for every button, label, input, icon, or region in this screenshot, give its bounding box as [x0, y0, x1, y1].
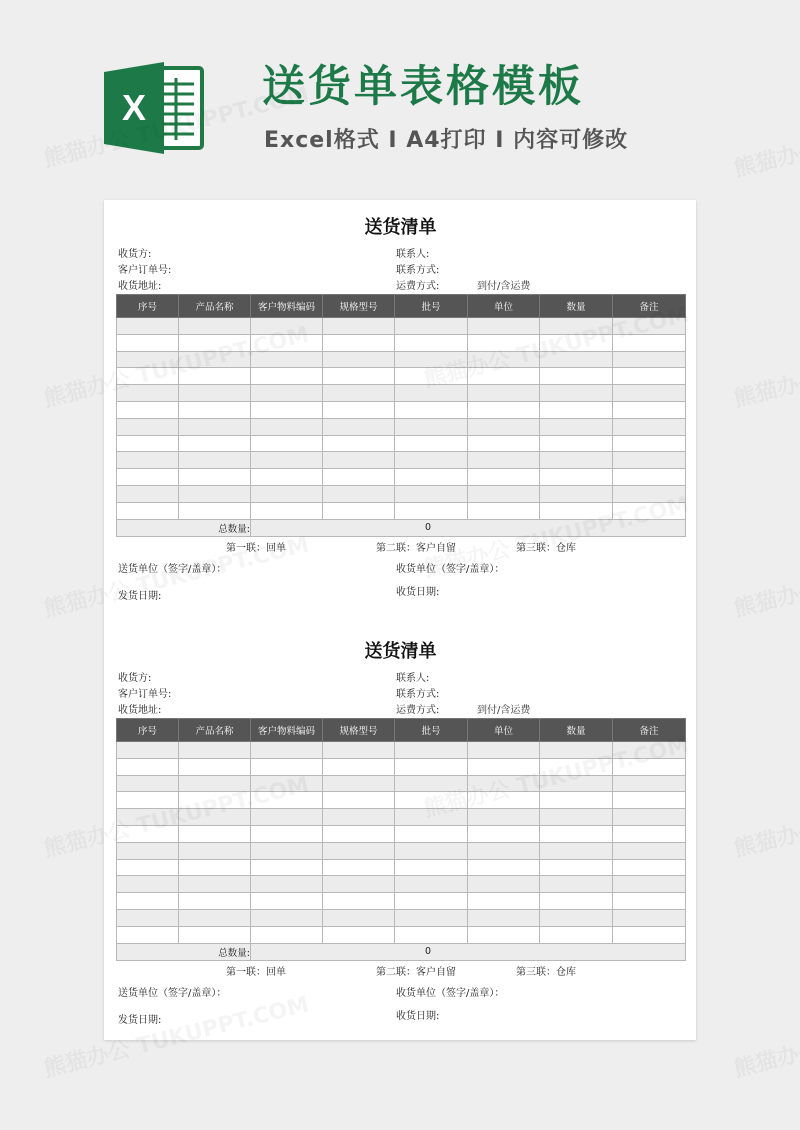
table-row: [117, 418, 686, 435]
table-cell[interactable]: [395, 502, 468, 519]
table-cell[interactable]: [179, 825, 251, 842]
excel-logo-letter: X: [121, 87, 147, 128]
table-row: [117, 469, 686, 486]
copy-1-label: 第一联：回单: [226, 967, 286, 978]
table-cell[interactable]: [179, 485, 251, 502]
table-cell[interactable]: [540, 418, 613, 435]
table-cell[interactable]: [540, 792, 613, 809]
column-header: 单位: [468, 719, 540, 742]
table-row: [117, 435, 686, 452]
watermark-text: [730, 768, 800, 864]
shipping-method-label: 运费方式:: [396, 281, 440, 292]
table-cell[interactable]: [117, 909, 179, 926]
table-cell[interactable]: [395, 742, 468, 759]
table-row: [117, 792, 686, 809]
table-cell[interactable]: [251, 351, 323, 368]
template-banner: [0, 0, 800, 190]
table-cell[interactable]: [540, 742, 613, 759]
receiver-signature-label: 收货单位（签字/盖章）：: [396, 564, 505, 575]
column-header: 客户物料编码: [251, 295, 323, 318]
table-cell[interactable]: [395, 368, 468, 385]
table-cell[interactable]: [540, 435, 613, 452]
address-label: 收货地址:: [118, 705, 162, 716]
table-cell[interactable]: [613, 435, 686, 452]
table-cell[interactable]: [179, 909, 251, 926]
table-cell[interactable]: [540, 859, 613, 876]
shipping-method-value: 到付/含运费: [477, 281, 531, 292]
table-row: [117, 351, 686, 368]
table-cell[interactable]: [540, 775, 613, 792]
contact-label: 联系人:: [396, 673, 430, 684]
table-cell[interactable]: [540, 485, 613, 502]
table-cell[interactable]: [179, 926, 251, 943]
table-cell[interactable]: [468, 502, 540, 519]
column-header: 数量: [540, 295, 613, 318]
table-cell[interactable]: [540, 876, 613, 893]
table-row: [117, 909, 686, 926]
table-cell[interactable]: [395, 842, 468, 859]
table-cell[interactable]: [323, 893, 395, 910]
table-cell[interactable]: [117, 926, 179, 943]
table-cell[interactable]: [395, 401, 468, 418]
table-cell[interactable]: [251, 758, 323, 775]
table-cell[interactable]: [179, 418, 251, 435]
table-cell[interactable]: [251, 418, 323, 435]
table-cell[interactable]: [179, 792, 251, 809]
table-cell[interactable]: [468, 435, 540, 452]
table-cell[interactable]: [468, 859, 540, 876]
watermark-text: [730, 988, 800, 1084]
table-cell[interactable]: [395, 792, 468, 809]
table-cell[interactable]: [179, 775, 251, 792]
table-cell[interactable]: [613, 318, 686, 335]
table-cell[interactable]: [179, 876, 251, 893]
column-header: 备注: [613, 295, 686, 318]
table-cell[interactable]: [117, 859, 179, 876]
table-cell[interactable]: [395, 876, 468, 893]
table-cell[interactable]: [395, 435, 468, 452]
form-title: 送货清单: [364, 217, 437, 238]
table-cell[interactable]: [323, 876, 395, 893]
table-cell[interactable]: [251, 742, 323, 759]
total-row: [117, 519, 686, 536]
table-cell[interactable]: [251, 385, 323, 402]
banner-subtitle: Excel格式 I A4打印 I 内容可修改: [264, 128, 629, 153]
table-cell[interactable]: [323, 452, 395, 469]
table-cell[interactable]: [468, 792, 540, 809]
table-cell[interactable]: [179, 742, 251, 759]
column-header: 序号: [117, 719, 179, 742]
table-cell[interactable]: [613, 909, 686, 926]
table-cell[interactable]: [395, 859, 468, 876]
table-cell[interactable]: [613, 859, 686, 876]
table-cell[interactable]: [613, 742, 686, 759]
table-row: [117, 452, 686, 469]
copy-1-label: 第一联：回单: [226, 543, 286, 554]
table-cell[interactable]: [323, 435, 395, 452]
table-cell[interactable]: [613, 401, 686, 418]
table-cell[interactable]: [179, 401, 251, 418]
table-cell[interactable]: [251, 485, 323, 502]
table-cell[interactable]: [613, 469, 686, 486]
table-cell[interactable]: [395, 485, 468, 502]
table-cell[interactable]: [117, 385, 179, 402]
table-cell[interactable]: [540, 351, 613, 368]
column-header: 批号: [395, 295, 468, 318]
table-cell[interactable]: [395, 385, 468, 402]
table-cell[interactable]: [323, 485, 395, 502]
banner-title: 送货单表格模板: [262, 62, 584, 112]
table-cell[interactable]: [179, 502, 251, 519]
table-cell[interactable]: [613, 385, 686, 402]
table-cell[interactable]: [179, 893, 251, 910]
table-cell[interactable]: [323, 502, 395, 519]
table-row: [117, 842, 686, 859]
table-cell[interactable]: [117, 368, 179, 385]
table-cell[interactable]: [540, 825, 613, 842]
table-cell[interactable]: [323, 368, 395, 385]
total-value: 0: [251, 943, 686, 960]
table-cell[interactable]: [117, 452, 179, 469]
table-cell[interactable]: [613, 452, 686, 469]
table-cell[interactable]: [117, 842, 179, 859]
watermark-text: [730, 528, 800, 624]
table-cell[interactable]: [540, 334, 613, 351]
table-cell[interactable]: [613, 418, 686, 435]
table-cell[interactable]: [179, 809, 251, 826]
table-cell[interactable]: [613, 334, 686, 351]
table-row: [117, 385, 686, 402]
table-cell[interactable]: [117, 893, 179, 910]
column-header: 单位: [468, 295, 540, 318]
table-cell[interactable]: [117, 502, 179, 519]
table-cell[interactable]: [468, 469, 540, 486]
table-cell[interactable]: [323, 334, 395, 351]
table-cell[interactable]: [117, 485, 179, 502]
table-cell[interactable]: [179, 351, 251, 368]
table-header-row: [117, 719, 686, 742]
contact-method-label: 联系方式:: [396, 689, 440, 700]
table-cell[interactable]: [251, 334, 323, 351]
table-cell[interactable]: [251, 893, 323, 910]
table-cell[interactable]: [251, 469, 323, 486]
table-cell[interactable]: [117, 792, 179, 809]
table-cell[interactable]: [117, 469, 179, 486]
table-row: [117, 485, 686, 502]
copy-2-label: 第二联：客户自留: [376, 967, 456, 978]
table-cell[interactable]: [540, 758, 613, 775]
ship-date-label: 发货日期:: [118, 591, 162, 602]
table-cell[interactable]: [251, 401, 323, 418]
table-cell[interactable]: [323, 792, 395, 809]
table-cell[interactable]: [540, 385, 613, 402]
column-header: 数量: [540, 719, 613, 742]
table-cell[interactable]: [251, 318, 323, 335]
sender-signature-label: 送货单位（签字/盖章）：: [118, 988, 227, 999]
table-cell[interactable]: [323, 318, 395, 335]
table-cell[interactable]: [468, 385, 540, 402]
table-cell[interactable]: [251, 775, 323, 792]
table-row: [117, 502, 686, 519]
table-cell[interactable]: [179, 334, 251, 351]
table-cell[interactable]: [117, 876, 179, 893]
table-row: [117, 742, 686, 759]
table-cell[interactable]: [395, 418, 468, 435]
table-row: [117, 809, 686, 826]
table-cell[interactable]: [395, 334, 468, 351]
table-cell[interactable]: [323, 351, 395, 368]
address-label: 收货地址:: [118, 281, 162, 292]
table-cell[interactable]: [540, 909, 613, 926]
items-table: [116, 718, 686, 961]
table-cell[interactable]: [613, 876, 686, 893]
table-cell[interactable]: [395, 318, 468, 335]
copy-3-label: 第三联：仓库: [516, 967, 576, 978]
order-number-label: 客户订单号:: [118, 689, 172, 700]
table-cell[interactable]: [540, 368, 613, 385]
table-cell[interactable]: [251, 809, 323, 826]
table-header-row: [117, 295, 686, 318]
table-cell[interactable]: [468, 334, 540, 351]
table-cell[interactable]: [613, 485, 686, 502]
table-cell[interactable]: [179, 452, 251, 469]
sender-signature-label: 送货单位（签字/盖章）：: [118, 564, 227, 575]
table-row: [117, 758, 686, 775]
receiver-signature-label: 收货单位（签字/盖章）：: [396, 988, 505, 999]
table-cell[interactable]: [251, 502, 323, 519]
table-cell[interactable]: [323, 909, 395, 926]
column-header: 规格型号: [323, 719, 395, 742]
table-cell[interactable]: [613, 893, 686, 910]
table-cell[interactable]: [613, 792, 686, 809]
table-cell[interactable]: [468, 485, 540, 502]
copy-3-label: 第三联：仓库: [516, 543, 576, 554]
table-cell[interactable]: [613, 351, 686, 368]
column-header: 规格型号: [323, 295, 395, 318]
table-cell[interactable]: [468, 876, 540, 893]
table-cell[interactable]: [468, 809, 540, 826]
table-row: [117, 368, 686, 385]
table-cell[interactable]: [468, 842, 540, 859]
table-cell[interactable]: [468, 351, 540, 368]
table-cell[interactable]: [540, 469, 613, 486]
table-row: [117, 859, 686, 876]
table-cell[interactable]: [395, 351, 468, 368]
shipping-method-value: 到付/含运费: [477, 705, 531, 716]
table-row: [117, 876, 686, 893]
table-cell[interactable]: [540, 926, 613, 943]
contact-label: 联系人:: [396, 249, 430, 260]
contact-method-label: 联系方式:: [396, 265, 440, 276]
table-row: [117, 926, 686, 943]
table-cell[interactable]: [251, 909, 323, 926]
table-cell[interactable]: [179, 368, 251, 385]
table-cell[interactable]: [468, 926, 540, 943]
table-cell[interactable]: [323, 401, 395, 418]
table-cell[interactable]: [117, 435, 179, 452]
table-row: [117, 775, 686, 792]
table-cell[interactable]: [468, 742, 540, 759]
table-cell[interactable]: [117, 742, 179, 759]
total-value: 0: [251, 519, 686, 536]
table-cell[interactable]: [323, 825, 395, 842]
table-cell[interactable]: [117, 351, 179, 368]
table-cell[interactable]: [395, 809, 468, 826]
table-cell[interactable]: [613, 502, 686, 519]
table-cell[interactable]: [395, 926, 468, 943]
table-cell[interactable]: [395, 775, 468, 792]
table-cell[interactable]: [179, 469, 251, 486]
consignee-label: 收货方:: [118, 249, 152, 260]
table-cell[interactable]: [179, 318, 251, 335]
column-header: 产品名称: [179, 295, 251, 318]
table-cell[interactable]: [540, 893, 613, 910]
table-cell[interactable]: [468, 368, 540, 385]
table-cell[interactable]: [395, 469, 468, 486]
column-header: 批号: [395, 719, 468, 742]
table-cell[interactable]: [613, 809, 686, 826]
table-cell[interactable]: [117, 809, 179, 826]
watermark-text: [730, 318, 800, 414]
table-row: [117, 401, 686, 418]
table-cell[interactable]: [540, 401, 613, 418]
table-cell[interactable]: [117, 334, 179, 351]
table-cell[interactable]: [117, 318, 179, 335]
table-row: [117, 318, 686, 335]
table-cell[interactable]: [323, 842, 395, 859]
table-cell[interactable]: [613, 926, 686, 943]
table-cell[interactable]: [251, 859, 323, 876]
table-row: [117, 825, 686, 842]
table-cell[interactable]: [468, 418, 540, 435]
table-cell[interactable]: [613, 825, 686, 842]
table-cell[interactable]: [613, 368, 686, 385]
table-cell[interactable]: [323, 809, 395, 826]
receive-date-label: 收货日期:: [396, 1011, 440, 1022]
document-sheet: [104, 200, 696, 1040]
table-cell[interactable]: [251, 876, 323, 893]
table-cell[interactable]: [323, 926, 395, 943]
table-cell[interactable]: [323, 742, 395, 759]
items-table: [116, 294, 686, 537]
table-cell[interactable]: [251, 452, 323, 469]
table-cell[interactable]: [540, 502, 613, 519]
table-cell[interactable]: [468, 452, 540, 469]
total-label: 总数量:: [117, 519, 251, 536]
table-row: [117, 334, 686, 351]
table-row: [117, 893, 686, 910]
table-cell[interactable]: [251, 368, 323, 385]
column-header: 产品名称: [179, 719, 251, 742]
table-cell[interactable]: [395, 893, 468, 910]
table-cell[interactable]: [613, 758, 686, 775]
table-cell[interactable]: [323, 469, 395, 486]
copy-2-label: 第二联：客户自留: [376, 543, 456, 554]
column-header: 序号: [117, 295, 179, 318]
table-cell[interactable]: [468, 775, 540, 792]
total-label: 总数量:: [117, 943, 251, 960]
table-cell[interactable]: [540, 318, 613, 335]
table-cell[interactable]: [540, 452, 613, 469]
table-cell[interactable]: [468, 758, 540, 775]
table-cell[interactable]: [468, 318, 540, 335]
table-cell[interactable]: [117, 825, 179, 842]
table-cell[interactable]: [251, 435, 323, 452]
total-row: [117, 943, 686, 960]
table-cell[interactable]: [323, 418, 395, 435]
form-title: 送货清单: [364, 641, 437, 662]
ship-date-label: 发货日期:: [118, 1015, 162, 1026]
table-cell[interactable]: [323, 859, 395, 876]
table-cell[interactable]: [540, 809, 613, 826]
table-cell[interactable]: [468, 401, 540, 418]
table-cell[interactable]: [179, 859, 251, 876]
table-cell[interactable]: [117, 401, 179, 418]
table-cell[interactable]: [468, 909, 540, 926]
delivery-form-2: [116, 624, 685, 1034]
table-cell[interactable]: [117, 418, 179, 435]
table-cell[interactable]: [179, 758, 251, 775]
delivery-form-1: [116, 200, 685, 610]
table-cell[interactable]: [251, 825, 323, 842]
table-cell[interactable]: [395, 758, 468, 775]
table-cell[interactable]: [179, 385, 251, 402]
table-cell[interactable]: [395, 452, 468, 469]
table-cell[interactable]: [468, 825, 540, 842]
table-cell[interactable]: [251, 792, 323, 809]
shipping-method-label: 运费方式:: [396, 705, 440, 716]
table-cell[interactable]: [251, 842, 323, 859]
column-header: 备注: [613, 719, 686, 742]
table-cell[interactable]: [179, 842, 251, 859]
table-cell[interactable]: [468, 893, 540, 910]
table-cell[interactable]: [613, 775, 686, 792]
table-cell[interactable]: [395, 909, 468, 926]
table-cell[interactable]: [117, 775, 179, 792]
table-cell[interactable]: [117, 758, 179, 775]
table-cell[interactable]: [395, 825, 468, 842]
excel-icon: [104, 62, 204, 154]
column-header: 客户物料编码: [251, 719, 323, 742]
receive-date-label: 收货日期:: [396, 587, 440, 598]
consignee-label: 收货方:: [118, 673, 152, 684]
table-cell[interactable]: [540, 842, 613, 859]
table-cell[interactable]: [179, 435, 251, 452]
order-number-label: 客户订单号:: [118, 265, 172, 276]
table-cell[interactable]: [251, 926, 323, 943]
table-cell[interactable]: [613, 842, 686, 859]
table-cell[interactable]: [323, 775, 395, 792]
table-cell[interactable]: [323, 385, 395, 402]
table-cell[interactable]: [323, 758, 395, 775]
